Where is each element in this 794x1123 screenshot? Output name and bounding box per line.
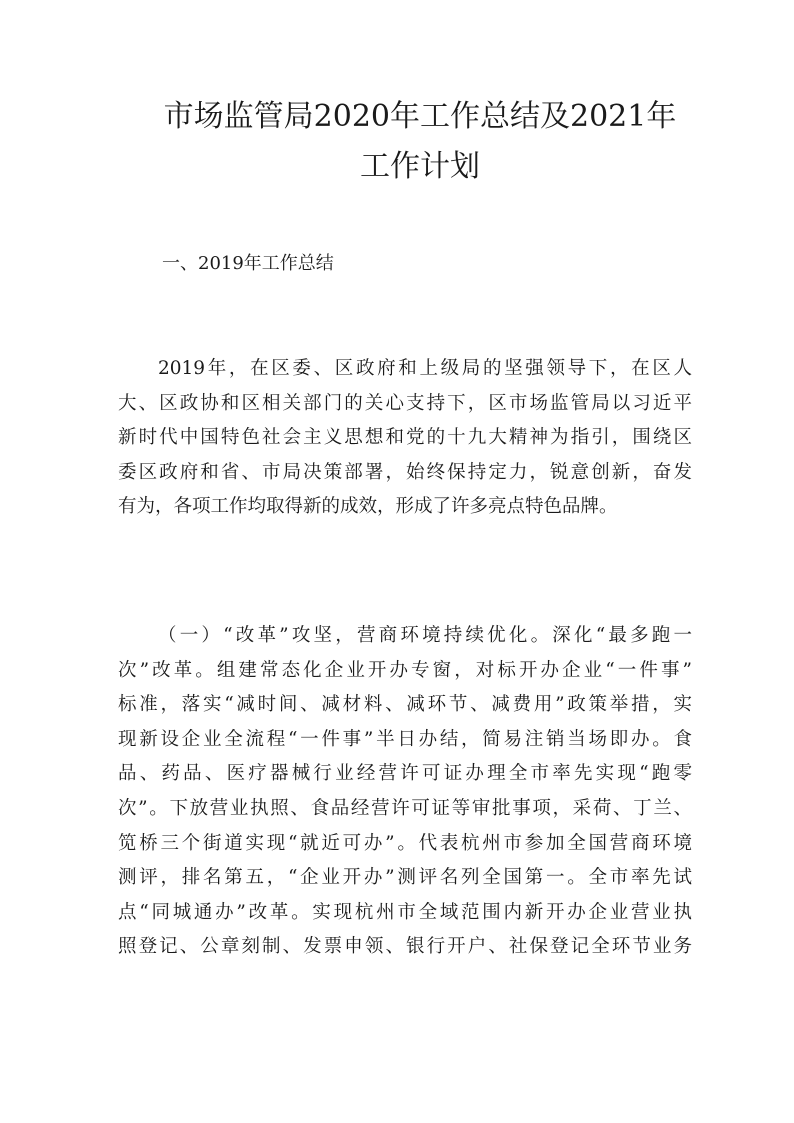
paragraph-line: 新时代中国特色社会主义思想和党的十九大精神为指引，围绕区 [118, 427, 692, 449]
paragraph-line: 有为，各项工作均取得新的成效，形成了许多亮点特色品牌。 [118, 496, 618, 518]
paragraph-reform [118, 619, 692, 965]
paragraph-line: （一）“改革”攻坚，营商环境持续优化。深化“最多跑一 [158, 625, 692, 646]
paragraph-line: 大、区政协和区相关部门的关心支持下，区市场监管局以习近平 [118, 392, 692, 414]
paragraph-line: 次”。下放营业执照、食品经营许可证等审批事项，采荷、丁兰、 [118, 797, 692, 819]
paragraph-line: 现新设企业全流程“一件事”半日办结，简易注销当场即办。食 [118, 728, 692, 750]
paragraph-line: 笕桥三个街道实现“就近可办”。代表杭州市参加全国营商环境 [118, 832, 692, 854]
paragraph-line: 点“同城通办”改革。实现杭州市全域范围内新开办企业营业执 [118, 901, 692, 923]
document-title-line-1: 市场监管局2020年工作总结及2021年 [163, 99, 677, 134]
paragraph-line: 品、药品、医疗器械行业经营许可证办理全市率先实现“跑零 [118, 763, 692, 785]
paragraph-line: 测评，排名第五，“企业开办”测评名列全国第一。全市率先试 [118, 867, 692, 889]
section-heading: 一、2019年工作总结 [162, 253, 334, 274]
document-title [150, 92, 690, 192]
paragraph-summary [118, 352, 692, 525]
document-title-line-2: 工作计划 [360, 149, 480, 184]
paragraph-line: 照登记、公章刻制、发票申领、银行开户、社保登记全环节业务 [118, 936, 692, 958]
paragraph-line: 2019年，在区委、区政府和上级局的坚强领导下，在区人 [158, 358, 692, 379]
paragraph-line: 委区政府和省、市局决策部署，始终保持定力，锐意创新，奋发 [118, 461, 692, 483]
paragraph-line: 标准，落实“减时间、减材料、减环节、减费用”政策举措，实 [118, 694, 692, 716]
paragraph-line: 次”改革。组建常态化企业开办专窗，对标开办企业“一件事” [118, 659, 692, 681]
